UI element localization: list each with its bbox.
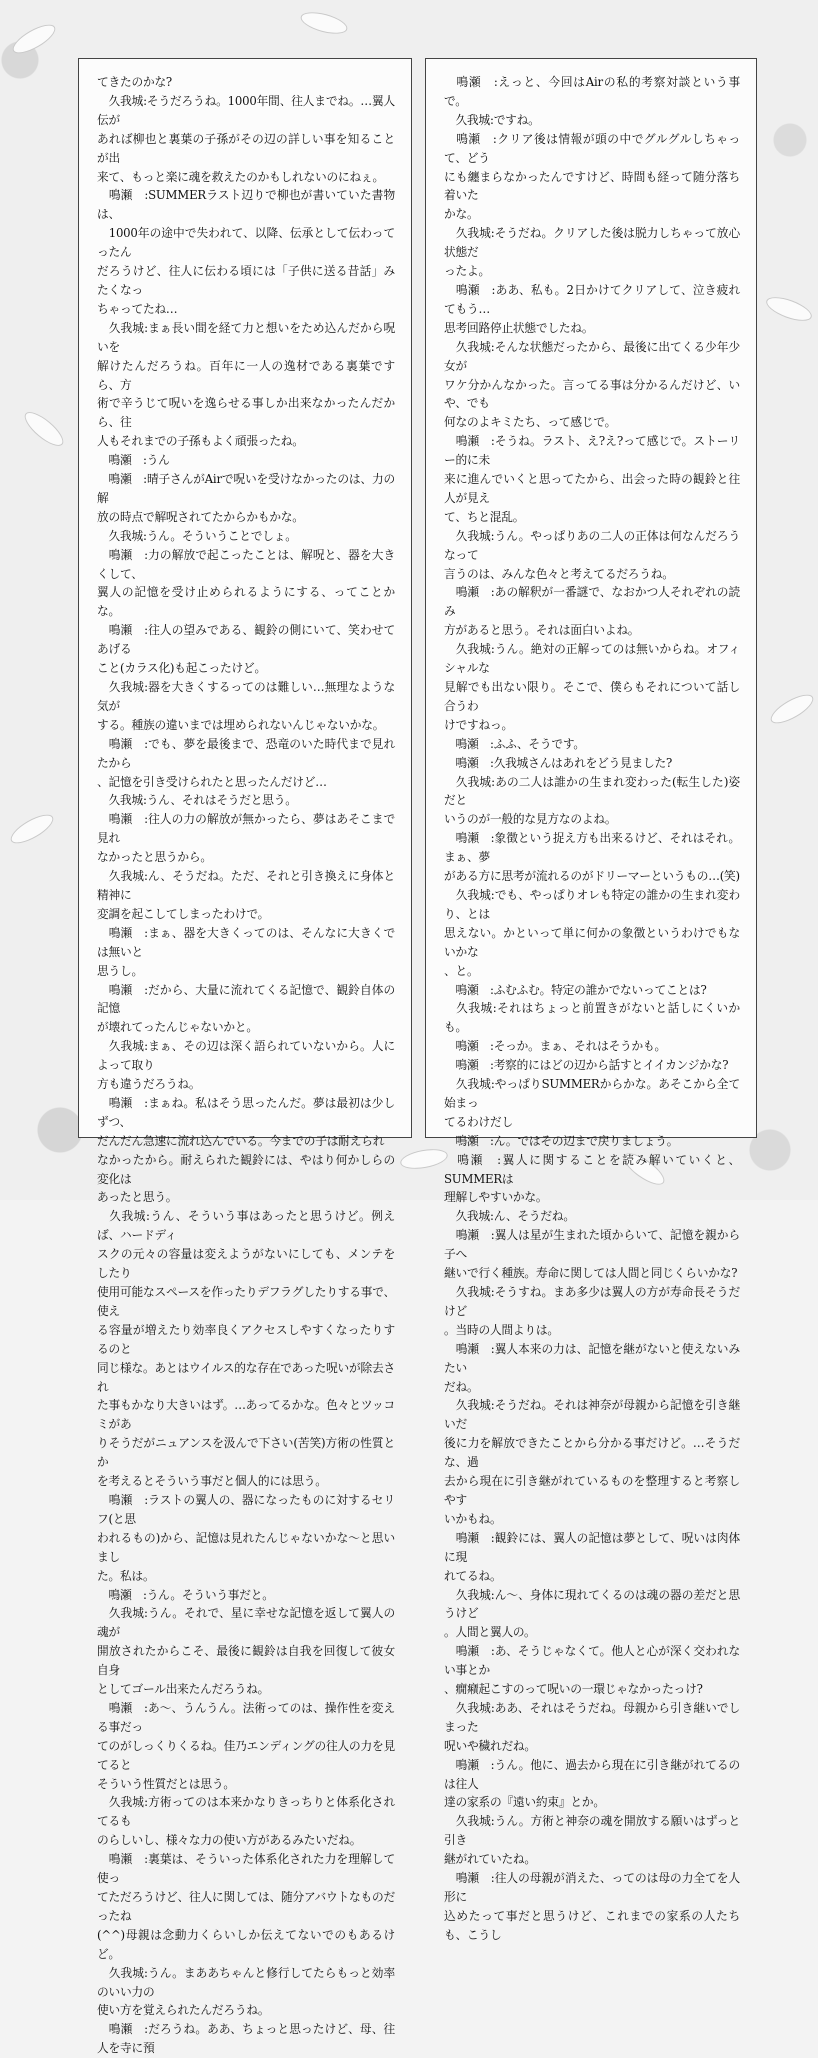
dialogue-line: た事もかなり大きいはず。…あってるかな。色々とツッコミがあ xyxy=(97,1398,395,1432)
dialogue-line: 思えない。かといって単に何かの象徴というわけでもないかな xyxy=(444,925,740,959)
dialogue-line: 。人間と翼人の。 xyxy=(444,1625,536,1640)
dialogue-line: そういう性質だとは思う。 xyxy=(97,1776,235,1791)
dialogue-line: のらしいし、様々な力の使い方があるみたいだね。 xyxy=(97,1833,362,1848)
dialogue-line: りそうだがニュアンスを汲んで下さい(苦笑)方術の性質とか xyxy=(97,1436,395,1470)
dialogue-line: 理解しやすいかな。 xyxy=(444,1190,548,1205)
dialogue-line: 久我城:あの二人は誰かの生まれ変わった(転生した)姿だと xyxy=(444,774,740,808)
dialogue-line: 久我城:そうだね。クリアした後は脱力しちゃって放心状態だ xyxy=(444,226,740,260)
dialogue-line: 久我城:まぁ長い間を経て力と想いをため込んだから呪いを xyxy=(97,320,395,354)
dialogue-line: てるわけだし xyxy=(444,1114,513,1129)
dialogue-line: 久我城:やっぱりSUMMERからかな。あそこから全て始まっ xyxy=(444,1077,740,1110)
feather-decoration xyxy=(9,19,60,59)
dialogue-line: 久我城:うん、そういう事はあったと思うけど。例えば、ハードディ xyxy=(97,1209,395,1243)
dialogue-line: 鳴瀬 :翼人は星が生まれた頃からいて、記憶を親から子へ xyxy=(444,1228,740,1262)
dialogue-line: 鳴瀬 :だから、大量に流れてくる記憶で、観鈴自体の記憶 xyxy=(97,982,395,1016)
dialogue-line: だんだん急速に流れ込んでいる。今までの子は耐えられ xyxy=(97,1133,385,1148)
dialogue-line: 鳴瀬 :うん。そういう事だと。 xyxy=(97,1587,274,1602)
left-text-column xyxy=(78,58,412,2056)
dialogue-line: 久我城:方術ってのは本来かなりきっちりと体系化されてるも xyxy=(97,1795,395,1829)
dialogue-line: てただろうけど、往人に関しては、随分アバウトなものだったね xyxy=(97,1890,395,1923)
dialogue-line: てきたのかな? xyxy=(97,75,172,89)
dialogue-line: 久我城:まぁ、その辺は深く語られていないから。人によって取り xyxy=(97,1039,395,1073)
dialogue-line: 鳴瀬 :ふふ、そうです。 xyxy=(444,736,585,751)
feather-decoration xyxy=(399,1146,449,1172)
dialogue-line: 久我城:そうだろうね。1000年間、往人までね。…翼人伝が xyxy=(97,93,395,127)
dialogue-line: 開放されたからこそ、最後に観鈴は自我を回復して彼女自身 xyxy=(97,1644,395,1678)
dialogue-line: 鳴瀬 :まぁね。私はそう思ったんだ。夢は最初は少しずつ、 xyxy=(97,1095,395,1129)
dialogue-line: 使い方を覚えられたんだろうね。 xyxy=(97,2003,270,2018)
dialogue-line: 久我城:そうすね。まあ多少は翼人の方が寿命長そうだけど xyxy=(444,1285,740,1318)
dialogue-line: 使用可能なスペースを作ったりデフラグしたりする事で、使え xyxy=(97,1285,395,1318)
dialogue-line: 鳴瀬 :晴子さんがAirで呪いを受けなかったのは、力の解 xyxy=(97,472,395,505)
dialogue-line: 久我城:それはちょっと前置きがないと話しにくいかも。 xyxy=(444,1001,740,1035)
dialogue-line: 久我城:ん、そうだね。ただ、それと引き換えに身体と精神に xyxy=(97,869,395,902)
dialogue-line: ったよ。 xyxy=(444,264,490,279)
dialogue-line: 来て、もっと楽に魂を救えたのかもしれないのにねぇ。 xyxy=(97,169,384,184)
dialogue-line: てのがしっくりくるね。佳乃エンディングの往人の力を見てると xyxy=(97,1738,395,1772)
dialogue-line: た。私は。 xyxy=(97,1568,155,1583)
dialogue-line: 久我城:うん。それで、星に幸せな記憶を返して翼人の魂が xyxy=(97,1606,395,1640)
dialogue-line: 人もそれまでの子孫もよく頑張ったね。 xyxy=(97,434,304,449)
dialogue-line: 久我城:うん、それはそうだと思う。 xyxy=(97,793,297,808)
right-text-column xyxy=(425,58,757,1942)
dialogue-line: 込めたって事だと思うけど、これまでの家系の人たちも、こうし xyxy=(444,1908,740,1942)
dialogue-line: われるもの)から、記憶は見れたんじゃないかな～と思いまし xyxy=(97,1530,395,1564)
dialogue-line: としてゴール出来たんだろうね。 xyxy=(97,1682,270,1697)
dialogue-line: あれば柳也と裏葉の子孫がその辺の詳しい事を知ることが出 xyxy=(97,131,395,165)
dialogue-line: ワケ分かんなかった。言ってる事は分かるんだけど、いや、でも xyxy=(444,377,740,411)
dialogue-line: る容量が増えたり効率良くアクセスしやすくなったりするのと xyxy=(97,1322,395,1356)
dialogue-line: 後に力を解放できたことから分かる事だけど。…そうだな、過 xyxy=(444,1436,740,1470)
dialogue-line: 来に進んでいくと思ってたから、出会った時の観鈴と往人が見え xyxy=(444,472,740,505)
dialogue-line: あったと思う。 xyxy=(97,1190,178,1205)
dialogue-line: (^^)母親は念動力くらいしか伝えてないでのもあるけど。 xyxy=(97,1927,395,1961)
dialogue-line: 達の家系の『遠い約束』とか。 xyxy=(444,1795,605,1810)
dialogue-line: 鳴瀬 :ああ、私も。2日かけてクリアして、泣き疲れてもう… xyxy=(444,282,740,316)
dialogue-line: いうのが一般的な見方なのよね。 xyxy=(444,812,617,827)
dialogue-line: 鳴瀬 :そうね。ラスト、え?え?って感じで。ストーリー的に未 xyxy=(444,434,740,468)
dialogue-line: 久我城:器を大きくするってのは難しい…無理なような気が xyxy=(97,680,395,713)
dialogue-line: かな。 xyxy=(444,207,479,222)
dialogue-line: 久我城:ん～、身体に現れてくるのは魂の器の差だと思うけど xyxy=(444,1587,740,1621)
dialogue-line: 久我城:うん。そういうことでしょ。 xyxy=(97,528,297,543)
dialogue-line: 鳴瀬 :翼人本来の力は、記憶を継がないと使えないみたい xyxy=(444,1341,740,1375)
dialogue-line: なかったから。耐えられた観鈴には、やはり何かしらの変化は xyxy=(97,1152,395,1186)
dialogue-line: だね。 xyxy=(444,1379,479,1394)
dialogue-line: 鳴瀬 :クリア後は情報が頭の中でグルグルしちゃって、どう xyxy=(444,131,740,165)
dialogue-line: 久我城:うん。絶対の正解ってのは無いからね。オフィシャルな xyxy=(444,642,740,676)
dialogue-line: 鳴瀬 :観鈴には、翼人の記憶は夢として、呪いは肉体に現 xyxy=(444,1530,740,1564)
dialogue-line: 鳴瀬 :だろうね。ああ、ちょっと思ったけど、母、往人を寺に預 xyxy=(97,2022,395,2056)
dialogue-line: 鳴瀬 :SUMMERラスト辺りで柳也が書いていた書物は、 xyxy=(97,188,395,222)
dialogue-line: 呪いや穢れだね。 xyxy=(444,1738,536,1753)
dialogue-line: なかったと思うから。 xyxy=(97,850,212,865)
dialogue-line: だろうけど、往人に伝わる頃には「子供に送る昔話」みたくなっ xyxy=(97,264,395,297)
dialogue-line: 鳴瀬 :まぁ、器を大きくってのは、そんなに大きくでは無いと xyxy=(97,925,395,959)
dialogue-line: がある方に思考が流れるのがドリーマーというもの…(笑) xyxy=(444,869,740,884)
dialogue-line: 鳴瀬 :往人の母親が消えた、ってのは母の力全てを人形に xyxy=(444,1871,740,1904)
dialogue-line: 鳴瀬 :でも、夢を最後まで、恐竜のいた時代まで見れたから xyxy=(97,736,395,770)
dialogue-line: 鳴瀬 :あ、そうじゃなくて。他人と心が深く交われない事とか xyxy=(444,1644,740,1678)
dialogue-line: 久我城:うん。方術と神奈の魂を開放する願いはずっと引き xyxy=(444,1814,740,1848)
dialogue-line: 継がれていたね。 xyxy=(444,1852,536,1867)
dialogue-line: 久我城:ああ、それはそうだね。母親から引き継いでしまった xyxy=(444,1700,740,1734)
dialogue-line: 何なのよキミたち、って感じで。 xyxy=(444,415,617,430)
dialogue-line: 鳴瀬 :そっか。まぁ、それはそうかも。 xyxy=(444,1039,667,1054)
dialogue-line: 久我城:うん。やっぱりあの二人の正体は何なんだろうなって xyxy=(444,528,740,562)
dialogue-line: て、ちと混乱。 xyxy=(444,509,525,524)
dialogue-line: 久我城:ん、そうだね。 xyxy=(444,1209,575,1224)
feather-decoration xyxy=(767,689,818,729)
dialogue-line: 、癇癪起こすのって呪いの一環じゃなかったっけ? xyxy=(444,1682,703,1697)
dialogue-line: 術で辛うじて呪いを逸らせる事しか出来なかったんだから、往 xyxy=(97,396,395,430)
dialogue-line: 鳴瀬 :えっと、今回はAirの私的考察対談という事で。 xyxy=(444,75,740,108)
dialogue-line: 久我城:うん。まああちゃんと修行してたらもっと効率のいい力の xyxy=(97,1965,395,1999)
feather-decoration xyxy=(7,809,58,849)
dialogue-line: 同じ様な。あとはウイルス的な存在であった呪いが除去され xyxy=(97,1360,395,1394)
dialogue-line: 思うし。 xyxy=(97,963,143,978)
dialogue-line: 鳴瀬 :あ～、うんうん。法術ってのは、操作性を変える事だっ xyxy=(97,1700,395,1734)
dialogue-line: 思考回路停止状態でしたね。 xyxy=(444,320,594,335)
dialogue-line: を考えるとそういう事だと個人的には思う。 xyxy=(97,1474,327,1489)
dialogue-line: ちゃってたね… xyxy=(97,301,178,316)
dialogue-line: 鳴瀬 :象徴という捉え方も出来るけど、それはそれ。まぁ、夢 xyxy=(444,831,740,865)
dialogue-line: 1000年の途中で失われて、以降、伝承として伝わってったん xyxy=(97,226,395,260)
dialogue-line: れてるね。 xyxy=(444,1568,502,1583)
feather-decoration xyxy=(20,407,68,452)
feather-decoration xyxy=(298,8,349,38)
dialogue-line: けですねっ。 xyxy=(444,717,513,732)
dialogue-line: が壊れてったんじゃないかと。 xyxy=(97,1020,258,1035)
dialogue-line: 鳴瀬 :あの解釈が一番謎で、なおかつ人それぞれの読み xyxy=(444,585,740,619)
dialogue-line: こと(カラス化)も起こったけど。 xyxy=(97,661,266,676)
dialogue-line: 鳴瀬 :うん xyxy=(97,453,170,468)
dialogue-line: 久我城:でも、やっぱりオレも特定の誰かの生まれ変わり、とは xyxy=(444,887,740,921)
dialogue-line: 、と。 xyxy=(444,963,479,978)
dialogue-line: 鳴瀬 :往人の望みである、観鈴の側にいて、笑わせてあげる xyxy=(97,623,395,657)
dialogue-line: 鳴瀬 :うん。他に、過去から現在に引き継がれてるのは往人 xyxy=(444,1757,740,1791)
dialogue-line: 鳴瀬 :翼人に関することを読み解いていくと、SUMMERは xyxy=(444,1152,740,1186)
dialogue-line: 鳴瀬 :ふむふむ。特定の誰かでないってことは? xyxy=(444,982,707,997)
dialogue-line: 久我城:ですね。 xyxy=(444,112,540,127)
dialogue-line: 言うのは、みんな色々と考えてるだろうね。 xyxy=(444,566,674,581)
dialogue-line: 、記憶を引き受けられたと思ったんだけど… xyxy=(97,774,327,789)
dialogue-line: 方があると思う。それは面白いよね。 xyxy=(444,623,640,638)
dialogue-line: スクの元々の容量は変えようがないにしても、メンテをしたり xyxy=(97,1247,395,1281)
dialogue-line: 見解でも出ない限り。そこで、僕らもそれについて話し合うわ xyxy=(444,680,740,713)
dialogue-line: する。種族の違いまでは埋められないんじゃないかな。 xyxy=(97,717,385,732)
dialogue-line: 鳴瀬 :裏葉は、そういった体系化された力を理解して使っ xyxy=(97,1852,395,1886)
dialogue-line: 鳴瀬 :力の解放で起こったことは、解呪と、器を大きくして、 xyxy=(97,547,395,581)
dialogue-line: 鳴瀬 :久我城さんはあれをどう見ました? xyxy=(444,755,673,770)
dialogue-line: 鳴瀬 :ん。ではその辺まで戻りましょう。 xyxy=(444,1133,679,1148)
feather-decoration xyxy=(763,292,814,325)
dialogue-line: 。当時の人間よりは。 xyxy=(444,1322,559,1337)
dialogue-line: 鳴瀬 :考察的にはどの辺から話すとイイカンジかな? xyxy=(444,1058,729,1073)
dialogue-line: 鳴瀬 :ラストの翼人の、器になったものに対するセリフ(と思 xyxy=(97,1492,395,1526)
dialogue-line: いかもね。 xyxy=(444,1511,502,1526)
dialogue-line: 方も違うだろうね。 xyxy=(97,1077,201,1092)
dialogue-line: 継いで行く種族。寿命に関しては人間と同じくらいかな? xyxy=(444,1266,738,1281)
dialogue-line: 放の時点で解呪されてたからかもかな。 xyxy=(97,509,304,524)
dialogue-line: にも纏まらなかったんですけど、時間も経って随分落ち着いた xyxy=(444,169,740,203)
dialogue-line: 翼人の記憶を受け止められるようにする、ってことかな。 xyxy=(97,585,395,619)
dialogue-line: 去から現在に引き継がれているものを整理すると考察しやす xyxy=(444,1474,740,1507)
dialogue-line: 解けたんだろうね。百年に一人の逸材である裏葉ですら、方 xyxy=(97,358,395,392)
dialogue-line: 鳴瀬 :往人の力の解放が無かったら、夢はあそこまで見れ xyxy=(97,812,395,846)
dialogue-line: 変調を起こしてしまったわけで。 xyxy=(97,906,270,921)
dialogue-line: 久我城:そんな状態だったから、最後に出てくる少年少女が xyxy=(444,339,740,373)
dialogue-line: 久我城:そうだね。それは神奈が母親から記憶を引き継いだ xyxy=(444,1398,740,1432)
